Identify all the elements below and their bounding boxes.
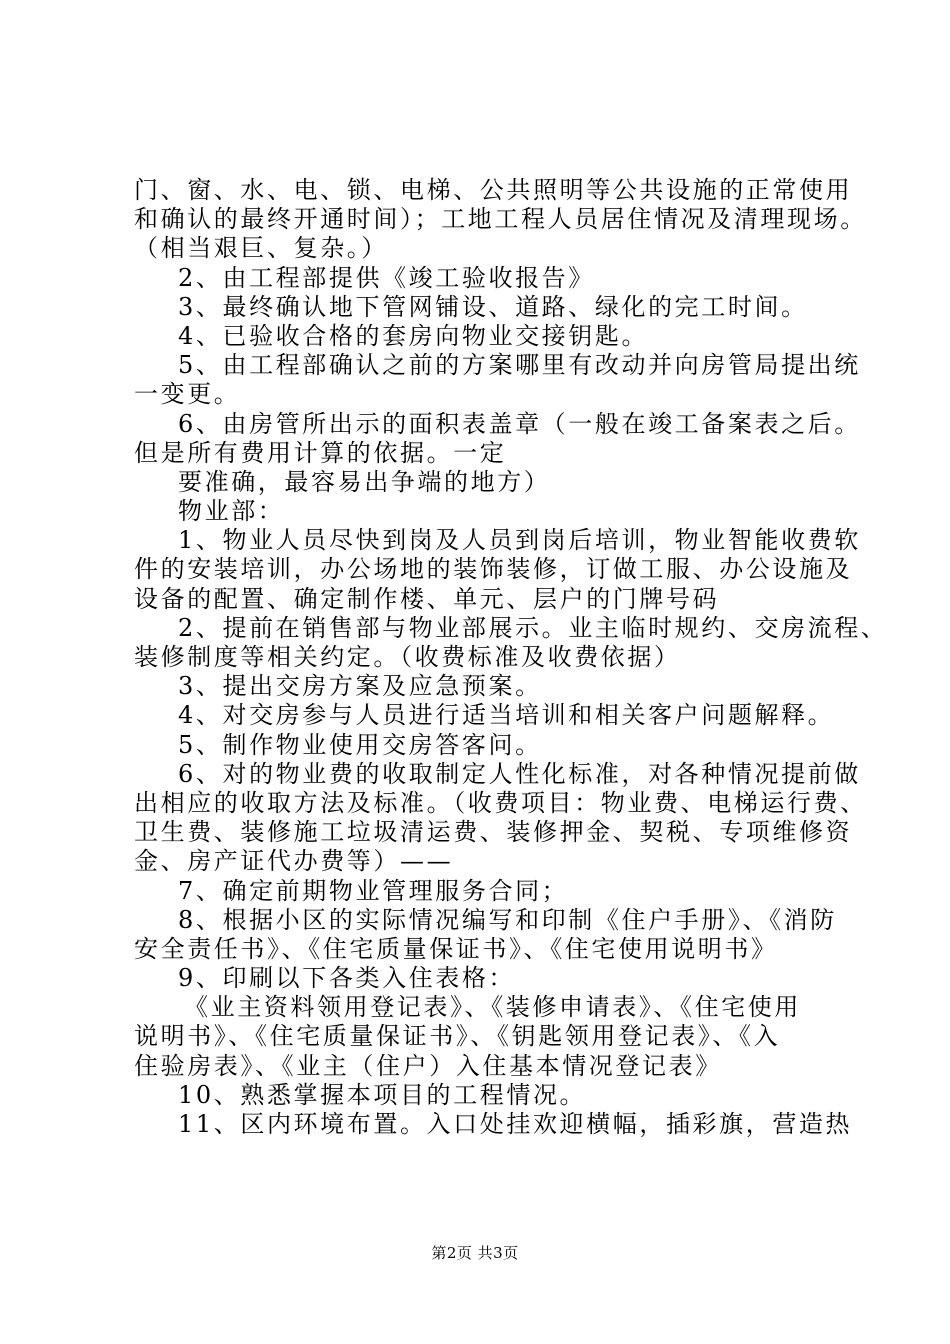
text-line: 住验房表》、《业主（住户）入住基本情况登记表》	[134, 1051, 722, 1080]
text-line: 卫生费、装修施工垃圾清运费、装修押金、契税、专项维修资	[134, 818, 853, 847]
text-line: 5、由工程部确认之前的方案哪里有改动并向房管局提出统	[178, 351, 861, 380]
text-line: 9、印刷以下各类入住表格：	[178, 964, 516, 993]
section-heading: 物业部：	[178, 497, 285, 526]
text-line: 10、熟悉掌握本项目的工程情况。	[178, 1080, 587, 1109]
text-line: 说明书》、《住宅质量保证书》、《钥匙领用登记表》、《入	[134, 1022, 781, 1051]
text-line: 7、确定前期物业管理服务合同；	[178, 876, 569, 905]
text-line: 安全责任书》、《住宅质量保证书》、《住宅使用说明书》	[134, 934, 778, 963]
text-line: 4、对交房参与人员进行适当培训和相关客户问题解释。	[178, 701, 835, 730]
text-line: 2、提前在销售部与物业部展示。业主临时规约、交房流程、	[178, 613, 888, 642]
text-line: 6、由房管所出示的面积表盖章（一般在竣工备案表之后。	[178, 409, 861, 438]
text-line: 但是所有费用计算的依据。一定	[134, 438, 507, 467]
document-body	[134, 176, 888, 1139]
text-line: 金、房产证代办费等）——	[134, 847, 454, 876]
text-line: 8、根据小区的实际情况编写和印制《住户手册》、《消防	[178, 905, 837, 934]
page-number-label: 第2页 共3页	[431, 1244, 519, 1262]
text-line: 出相应的收取方法及标准。（收费项目：物业费、电梯运行费、	[134, 788, 867, 817]
text-line: 件的安装培训，办公场地的装饰装修，订做工服、办公设施及	[134, 555, 853, 584]
text-line: 一变更。	[134, 380, 241, 409]
text-line: 4、已验收合格的套房向物业交接钥匙。	[178, 321, 649, 350]
text-line: 11、区内环境布置。入口处挂欢迎横幅，插彩旗，营造热	[178, 1110, 853, 1138]
text-line: 2、由工程部提供《竣工验收报告》	[178, 263, 595, 292]
text-line: 3、提出交房方案及应急预案。	[178, 672, 542, 701]
page-footer	[0, 1244, 950, 1262]
text-line: 5、制作物业使用交房答客问。	[178, 730, 542, 759]
text-line: 《业主资料领用登记表》、《装修申请表》、《住宅使用	[184, 993, 801, 1022]
text-line: 和确认的最终开通时间）；工地工程人员居住情况及清理现场。	[134, 205, 867, 234]
text-line: 设备的配置、确定制作楼、单元、层户的门牌号码	[134, 584, 720, 613]
text-line: 要准确，最容易出争端的地方）	[178, 467, 551, 496]
text-line: （相当艰巨、复杂。）	[134, 234, 388, 263]
text-line: 门、窗、水、电、锁、电梯、公共照明等公共设施的正常使用	[134, 176, 853, 204]
text-line: 装修制度等相关约定。（收费标准及收费依据）	[134, 643, 681, 671]
text-line: 6、对的物业费的收取制定人性化标准，对各种情况提前做	[178, 759, 861, 788]
text-line: 3、最终确认地下管网铺设、道路、绿化的完工时间。	[178, 292, 808, 321]
text-line: 1、物业人员尽快到岗及人员到岗后培训，物业智能收费软	[178, 526, 861, 555]
